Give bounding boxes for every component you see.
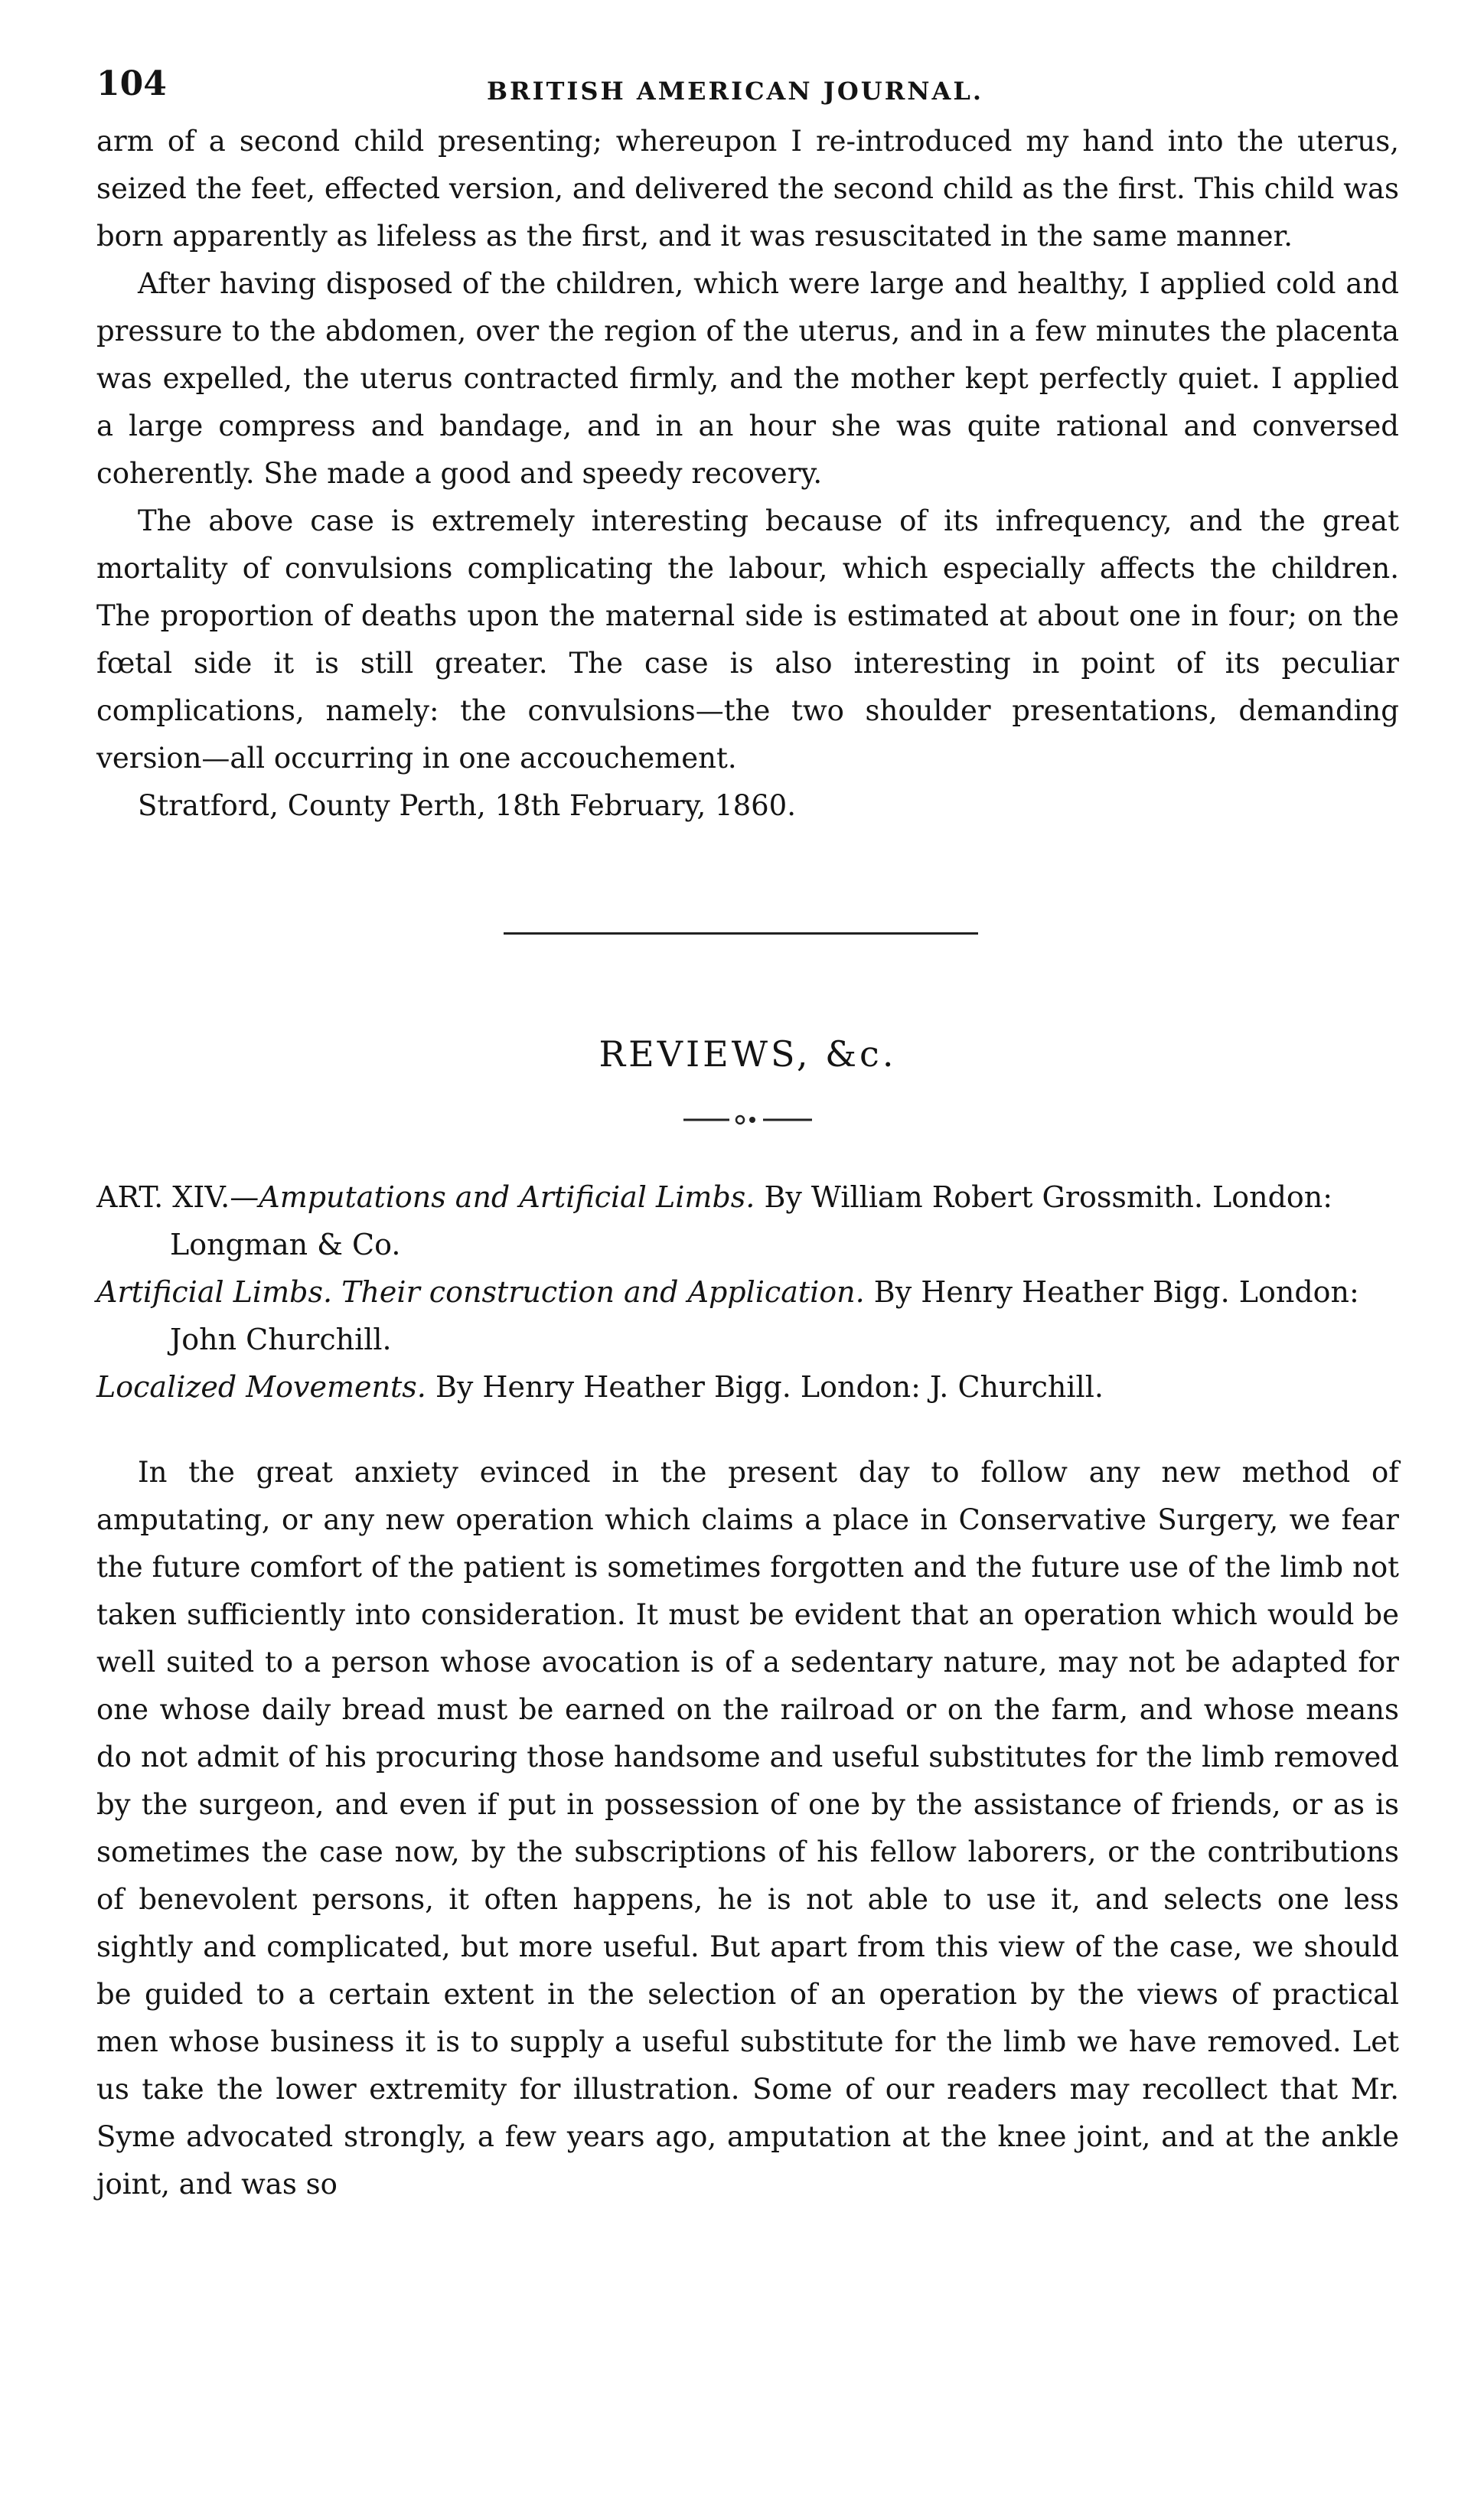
running-title: BRITISH AMERICAN JOURNAL. [487, 77, 983, 106]
reference-details: By Henry Heather Bigg. London: John Churchill. [170, 1275, 1359, 1356]
reference-prefix: ART. XIV.— [96, 1180, 259, 1214]
case-paragraph: The above case is extremely interesting because of its infrequency, and the great mortality of convulsions complicating the labour, which especially affects the children. The proportion of deaths upon the maternal side is estimated at about one in four; on the fœtal side it is still greater. The case is also interesting in point of its peculiar complications, namely: the convulsions—the two shoulder presentations, demanding version—all occurring in one accouchement. [96, 504, 1399, 775]
reference-details: By Henry Heather Bigg. London: J. Churchill. [426, 1370, 1104, 1404]
reference-entry [96, 1173, 1399, 1268]
case-paragraph: arm of a second child presenting; whereupon I re-introduced my hand into the uterus, seized the feet, effected version, and delivered the second child as the first. This child was born apparently as lifeless as the first, and it was resuscitated in the same manner. [96, 125, 1399, 253]
reference-details: By William Robert Grossmith. London: Longman & Co. [170, 1180, 1333, 1261]
reference-title: Amputations and Artificial Limbs. [259, 1180, 755, 1214]
reference-entry [96, 1363, 1399, 1411]
section-title: REVIEWS, &c. [598, 1033, 897, 1075]
page-number: 104 [96, 64, 167, 103]
ornament-divider-icon [679, 1111, 817, 1129]
journal-page [96, 64, 1399, 2208]
section-divider [504, 932, 978, 935]
case-report [96, 118, 1399, 830]
reference-title: Localized Movements. [96, 1370, 426, 1404]
reference-entry [96, 1268, 1399, 1363]
page-header [96, 64, 1399, 118]
review-references [96, 1173, 1399, 1411]
case-paragraph: After having disposed of the children, which were large and healthy, I applied cold and pressure to the abdomen, over the region of the uterus, and in a few minutes the placenta was expelled, the uterus contracted firmly, and the mother kept perfectly quiet. I applied a large compress and bandage, and in an hour she was quite rational and conversed coherently. She made a good and speedy recovery. [96, 267, 1399, 490]
case-signoff: Stratford, County Perth, 18th February, 1860. [138, 789, 796, 822]
review-body: In the great anxiety evinced in the present day to follow any new method of amputating, or any new operation which claims a place in Conservative Surgery, we fear the future comfort of the patient is sometimes forgotten and the future use of the limb not taken sufficiently into consideration. It must be evident that an operation which would be well suited to a person whose avocation is of a sedentary nature, may not be adapted for one whose daily bread must be earned on the railroad or on the farm, and whose means do not admit of his procuring those handsome and useful substitutes for the limb removed by the surgeon, and even if put in possession of one by the assistance of friends, or as is sometimes the case now, by the subscriptions of his fellow laborers, or the contributions of benevolent persons, it often happens, he is not able to use it, and selects one less sightly and complicated, but more useful. But apart from this view of the case, we should be guided to a certain extent in the selection of an operation by the views of practical men whose business it is to supply a useful substitute for the limb we have removed. Let us take the lower extremity for illustration. Some of our readers may recollect that Mr. Syme advocated strongly, a few years ago, amputation at the knee joint, and at the ankle joint, and was so [96, 1456, 1399, 2201]
reference-title: Artificial Limbs. Their construction and Application. [96, 1275, 865, 1309]
